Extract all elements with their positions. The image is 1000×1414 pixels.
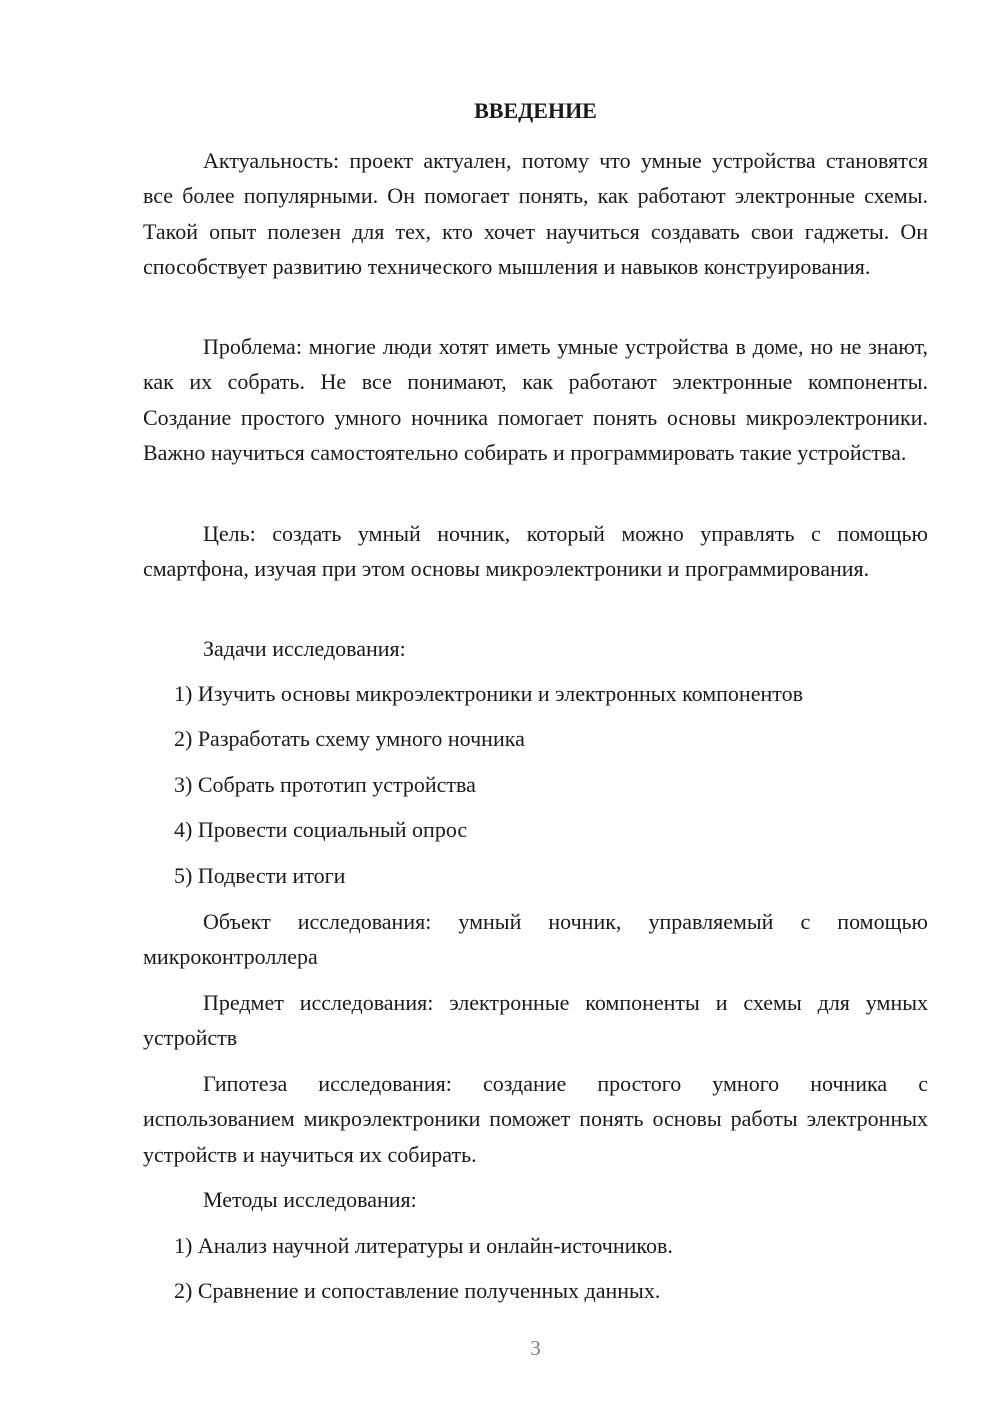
tasks-list: [143, 676, 928, 893]
page-number: 3: [530, 1336, 541, 1360]
methods-title: Методы исследования:: [203, 1187, 417, 1212]
problem-paragraph: Проблема: многие люди хотят иметь умные устройства в доме, но не знают, как их собрать. Не все понимают, как работают электронные компоненты. Создание простого умного ночника помогает понять основы микроэлектроники. Важно научиться самостоятельно собирать и программировать такие устройства.: [143, 334, 928, 465]
document-page: [143, 0, 928, 1414]
section-heading: ВВЕДЕНИЕ: [474, 98, 597, 123]
list-item: 2) Разработать схему умного ночника: [174, 726, 525, 752]
list-item: 2) Сравнение и сопоставление полученных данных.: [174, 1278, 661, 1304]
tasks-title: Задачи исследования:: [203, 636, 406, 661]
hypothesis-paragraph: Гипотеза исследования: создание простого умного ночника с использованием микроэлектроники поможет понять основы работы электронных устройств и научиться их собирать.: [143, 1071, 928, 1167]
list-item: 3) Собрать прототип устройства: [174, 771, 476, 797]
list-item: 5) Подвести итоги: [174, 862, 346, 888]
list-item: 4) Провести социальный опрос: [174, 817, 468, 843]
list-item: 1) Анализ научной литературы и онлайн-источников.: [174, 1233, 673, 1258]
object-paragraph: Объект исследования: умный ночник, управляемый с помощью микроконтроллера: [143, 909, 928, 970]
methods-list: [143, 1228, 928, 1309]
goal-paragraph: Цель: создать умный ночник, который можно управлять с помощью смартфона, изучая при этом основы микроэлектроники и программирования.: [143, 521, 928, 582]
relevance-paragraph: Актуальность: проект актуален, потому что умные устройства становятся все более популярными. Он помогает понять, как работают электронные схемы. Такой опыт полезен для тех, кто хочет научиться создавать свои гаджеты. Он способствует развитию технического мышления и навыков конструирования.: [143, 148, 928, 279]
subject-paragraph: Предмет исследования: электронные компоненты и схемы для умных устройств: [143, 990, 928, 1051]
list-item: 1) Изучить основы микроэлектроники и электронных компонентов: [174, 681, 803, 706]
